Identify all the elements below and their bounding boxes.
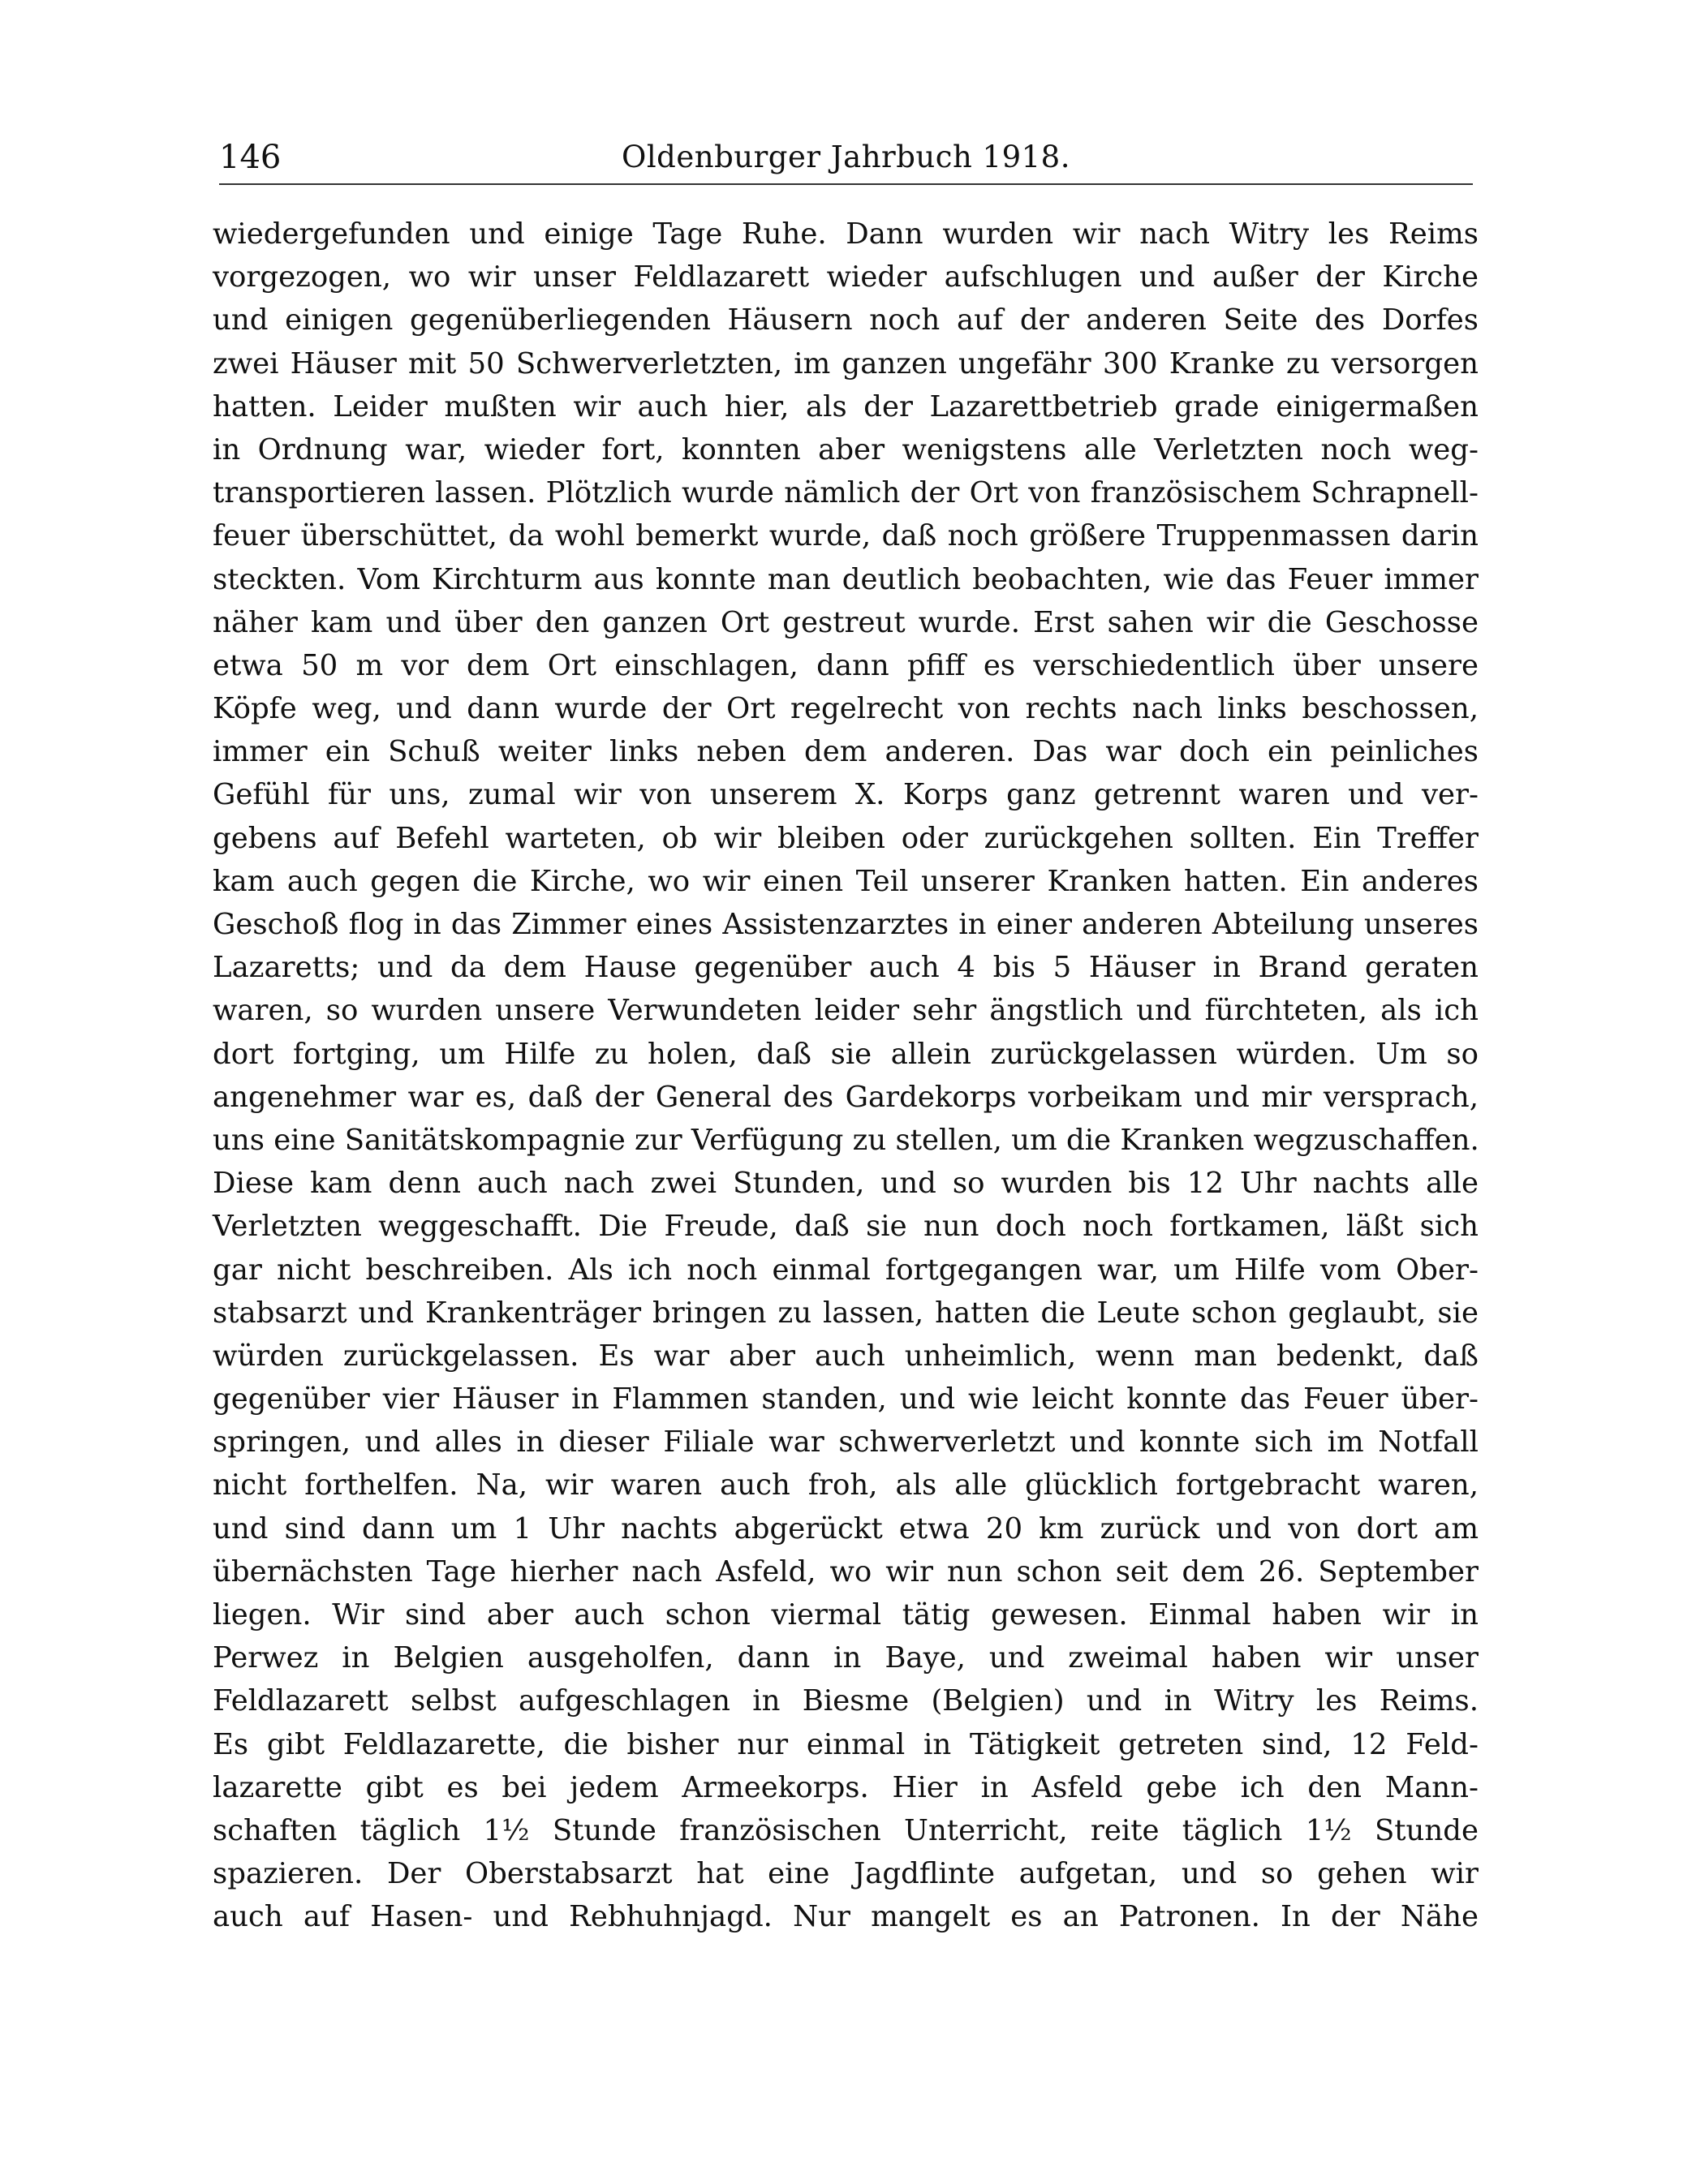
text-line: wiedergefunden und einige Tage Ruhe. Dann wurden wir nach Witry les Reims (213, 217, 1479, 251)
text-line: springen, und alles in dieser Filiale war schwerverletzt und konnte sich im Notfall (213, 1425, 1479, 1460)
running-title: Oldenburger Jahrbuch 1918. (622, 140, 1070, 174)
text-line: zwei Häuser mit 50 Schwerverletzten, im ganzen ungefähr 300 Kranke zu versorgen (213, 346, 1479, 380)
text-line: in Ordnung war, wieder fort, konnten aber wenigstens alle Verletzten noch weg- (213, 432, 1479, 466)
text-line: liegen. Wir sind aber auch schon viermal tätig gewesen. Einmal haben wir in (213, 1598, 1479, 1632)
text-line: dort fortging, um Hilfe zu holen, daß sie allein zurückgelassen würden. Um so (213, 1037, 1479, 1071)
text-line: lazarette gibt es bei jedem Armeekorps. Hier in Asfeld gebe ich den Mann- (213, 1770, 1479, 1804)
text-line: Es gibt Feldlazarette, die bisher nur einmal in Tätigkeit getreten sind, 12 Feld- (213, 1727, 1479, 1761)
text-line: gebens auf Befehl warteten, ob wir bleiben oder zurückgehen sollten. Ein Treffer (213, 821, 1479, 855)
text-line: Köpfe weg, und dann wurde der Ort regelrecht von rechts nach links beschossen, (213, 692, 1479, 726)
text-line: und sind dann um 1 Uhr nachts abgerückt etwa 20 km zurück und von dort am (213, 1511, 1479, 1546)
text-line: schaften täglich 1½ Stunde französischen Unterricht, reite täglich 1½ Stunde (213, 1813, 1479, 1847)
text-line: etwa 50 m vor dem Ort einschlagen, dann pfiff es verschiedentlich über unsere (213, 648, 1479, 682)
text-line: kam auch gegen die Kirche, wo wir einen Teil unserer Kranken hatten. Ein anderes (213, 864, 1479, 898)
text-line: näher kam und über den ganzen Ort gestreut wurde. Erst sahen wir die Geschosse (213, 605, 1479, 639)
page-number: 146 (219, 139, 282, 176)
text-line: und einigen gegenüberliegenden Häusern noch auf der anderen Seite des Dorfes (213, 303, 1479, 337)
text-line: Geschoß flog in das Zimmer eines Assistenzarztes in einer anderen Abteilung unseres (213, 908, 1479, 941)
text-line: Verletzten weggeschafft. Die Freude, daß sie nun doch noch fortkamen, läßt sich (213, 1210, 1479, 1244)
text-line: übernächsten Tage hierher nach Asfeld, wo wir nun schon seit dem 26. September (213, 1554, 1479, 1589)
text-line: hatten. Leider mußten wir auch hier, als der Lazarettbetrieb grade einigermaßen (213, 389, 1479, 423)
header-rule (219, 183, 1473, 185)
text-line: feuer überschüttet, da wohl bemerkt wurde, daß noch größere Truppenmassen darin (213, 519, 1479, 553)
text-line: waren, so wurden unsere Verwundeten leider sehr ängstlich und fürchteten, als ich (213, 994, 1479, 1028)
text-line: spazieren. Der Oberstabsarzt hat eine Jagdflinte aufgetan, und so gehen wir (213, 1857, 1479, 1891)
text-line: Diese kam denn auch nach zwei Stunden, und so wurden bis 12 Uhr nachts alle (213, 1167, 1479, 1201)
text-line: stabsarzt und Krankenträger bringen zu lassen, hatten die Leute schon geglaubt, sie (213, 1296, 1479, 1330)
text-line: angenehmer war es, daß der General des Gardekorps vorbeikam und mir versprach, (213, 1080, 1479, 1114)
text-line: steckten. Vom Kirchturm aus konnte man deutlich beobachten, wie das Feuer immer (213, 562, 1479, 596)
body-text (213, 213, 1479, 1939)
text-line: Lazaretts; und da dem Hause gegenüber auch 4 bis 5 Häuser in Brand geraten (213, 951, 1479, 985)
text-line: auch auf Hasen- und Rebhuhnjagd. Nur mangelt es an Patronen. In der Nähe (213, 1900, 1479, 1934)
text-line: Perwez in Belgien ausgeholfen, dann in Baye, und zweimal haben wir unser (213, 1641, 1479, 1675)
text-line: Feldlazarett selbst aufgeschlagen in Biesme (Belgien) und in Witry les Reims. (213, 1684, 1479, 1718)
text-line: Gefühl für uns, zumal wir von unserem X. Korps ganz getrennt waren und ver- (213, 778, 1479, 812)
text-line: vorgezogen, wo wir unser Feldlazarett wieder aufschlugen und außer der Kirche (213, 260, 1479, 294)
text-line: gegenüber vier Häuser in Flammen standen, und wie leicht konnte das Feuer über- (213, 1382, 1479, 1417)
text-line: transportieren lassen. Plötzlich wurde nämlich der Ort von französischem Schrapnell- (213, 476, 1479, 510)
text-line: gar nicht beschreiben. Als ich noch einmal fortgegangen war, um Hilfe vom Ober- (213, 1253, 1479, 1287)
text-line: würden zurückgelassen. Es war aber auch unheimlich, wenn man bedenkt, daß (213, 1339, 1479, 1373)
text-line: nicht forthelfen. Na, wir waren auch froh, als alle glücklich fortgebracht waren, (213, 1468, 1479, 1503)
text-line: immer ein Schuß weiter links neben dem anderen. Das war doch ein peinliches (213, 735, 1479, 769)
text-line: uns eine Sanitätskompagnie zur Verfügung zu stellen, um die Kranken wegzuschaffen. (213, 1123, 1479, 1157)
page-header (219, 136, 1473, 178)
